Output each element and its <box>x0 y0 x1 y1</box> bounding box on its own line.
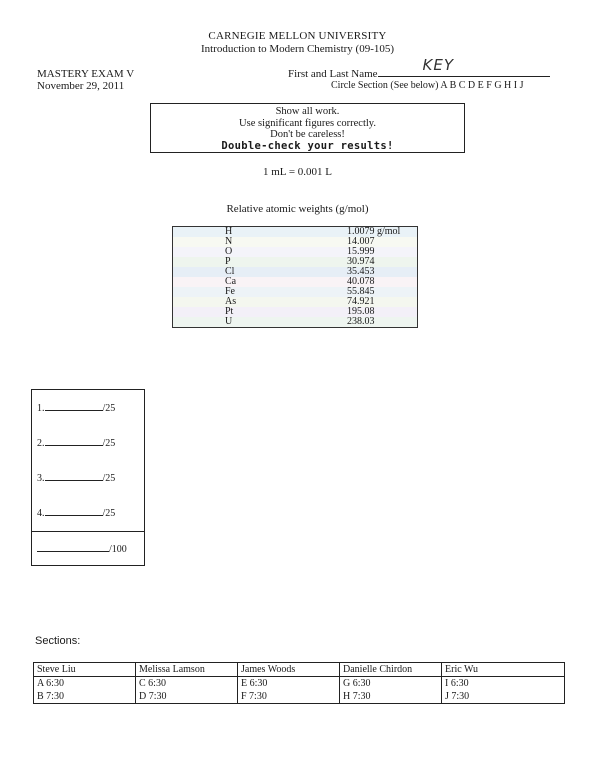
atomic-weight: 35.453 <box>347 266 375 277</box>
score-field[interactable] <box>45 507 103 516</box>
section-time: G 6:30 <box>343 678 371 689</box>
atomic-weight: 30.974 <box>347 256 375 267</box>
section-times <box>136 677 238 704</box>
score-field[interactable] <box>45 472 103 481</box>
atomic-weight: 40.078 <box>347 276 375 287</box>
sections-label: Sections: <box>35 635 81 647</box>
question-number: 2. <box>37 438 45 449</box>
total-score-field[interactable] <box>37 543 109 552</box>
element-symbol: As <box>225 296 237 307</box>
university-name: CARNEGIE MELLON UNIVERSITY <box>208 30 387 42</box>
atomic-weights-title: Relative atomic weights (g/mol) <box>226 203 369 215</box>
instructor-name: Melissa Lamson <box>136 663 238 677</box>
score-divider <box>32 531 144 532</box>
element-symbol: O <box>225 246 233 257</box>
instructor-name: Danielle Chirdon <box>340 663 442 677</box>
element-symbol: Ca <box>225 276 237 287</box>
score-box <box>31 389 145 566</box>
instructor-name: Steve Liu <box>34 663 136 677</box>
section-time: I 6:30 <box>445 678 469 689</box>
table-row <box>173 247 418 257</box>
table-row <box>173 237 418 247</box>
element-symbol: P <box>225 256 231 267</box>
score-max: /25 <box>102 508 116 519</box>
instruction-line: Use significant figures correctly. <box>239 117 376 129</box>
section-time: E 6:30 <box>241 678 268 689</box>
score-row-1 <box>37 402 115 414</box>
sections-table <box>33 662 565 704</box>
element-symbol: Fe <box>225 286 235 297</box>
score-max: /25 <box>102 473 116 484</box>
name-label: First and Last Name <box>288 68 378 80</box>
section-time: F 7:30 <box>241 691 267 702</box>
unit-conversion: 1 mL = 0.001 L <box>262 166 333 178</box>
course-title: Introduction to Modern Chemistry (09-105) <box>200 43 395 55</box>
table-row <box>173 257 418 267</box>
atomic-weight: 74.921 <box>347 296 375 307</box>
section-times <box>34 677 136 704</box>
section-times <box>442 677 565 704</box>
score-max: /25 <box>102 438 116 449</box>
question-number: 1. <box>37 403 45 414</box>
table-row <box>173 267 418 277</box>
section-times <box>238 677 340 704</box>
atomic-weight: 14.007 <box>347 236 375 247</box>
question-number: 3. <box>37 473 45 484</box>
score-row-2 <box>37 437 115 449</box>
name-field[interactable] <box>378 56 550 77</box>
instruction-line: Don't be careless! <box>270 129 345 140</box>
exam-title: MASTERY EXAM V <box>37 68 135 80</box>
instructions-box <box>150 103 465 153</box>
element-symbol: Pt <box>225 306 234 317</box>
table-row <box>173 227 418 238</box>
atomic-weight: 1.0079 g/mol <box>347 226 401 237</box>
table-row <box>173 317 418 328</box>
score-field[interactable] <box>45 402 103 411</box>
score-row-3 <box>37 472 115 484</box>
section-time: C 6:30 <box>139 678 166 689</box>
name-value-handwritten: KEY <box>422 56 454 74</box>
instruction-line-emphasis: Double-check your results! <box>221 139 394 152</box>
section-time: A 6:30 <box>37 678 64 689</box>
section-times <box>340 677 442 704</box>
question-number: 4. <box>37 508 45 519</box>
table-row <box>173 307 418 317</box>
table-row <box>173 287 418 297</box>
table-row <box>173 277 418 287</box>
score-max: /25 <box>102 403 116 414</box>
section-prompt: Circle Section (See below) A B C D E F G H I J <box>331 80 524 91</box>
element-symbol: Cl <box>225 266 235 277</box>
exam-date: November 29, 2011 <box>37 80 125 92</box>
element-symbol: H <box>225 226 233 237</box>
table-row <box>34 677 565 704</box>
total-max: /100 <box>109 544 127 555</box>
score-field[interactable] <box>45 437 103 446</box>
section-time: J 7:30 <box>445 691 470 702</box>
atomic-weight: 55.845 <box>347 286 375 297</box>
section-time: D 7:30 <box>139 691 167 702</box>
element-symbol: U <box>225 316 233 327</box>
instruction-line: Show all work. <box>275 106 340 117</box>
atomic-weight: 238.03 <box>347 316 375 327</box>
table-header-row <box>34 663 565 677</box>
score-row-4 <box>37 507 115 519</box>
atomic-weight: 15.999 <box>347 246 375 257</box>
name-field-row <box>288 56 550 80</box>
instructor-name: James Woods <box>238 663 340 677</box>
atomic-weight: 195.08 <box>347 306 375 317</box>
section-time: H 7:30 <box>343 691 371 702</box>
element-symbol: N <box>225 236 233 247</box>
instructor-name: Eric Wu <box>442 663 565 677</box>
section-time: B 7:30 <box>37 691 64 702</box>
atomic-weights-table <box>172 226 418 328</box>
table-row <box>173 297 418 307</box>
score-row-total <box>37 543 127 555</box>
